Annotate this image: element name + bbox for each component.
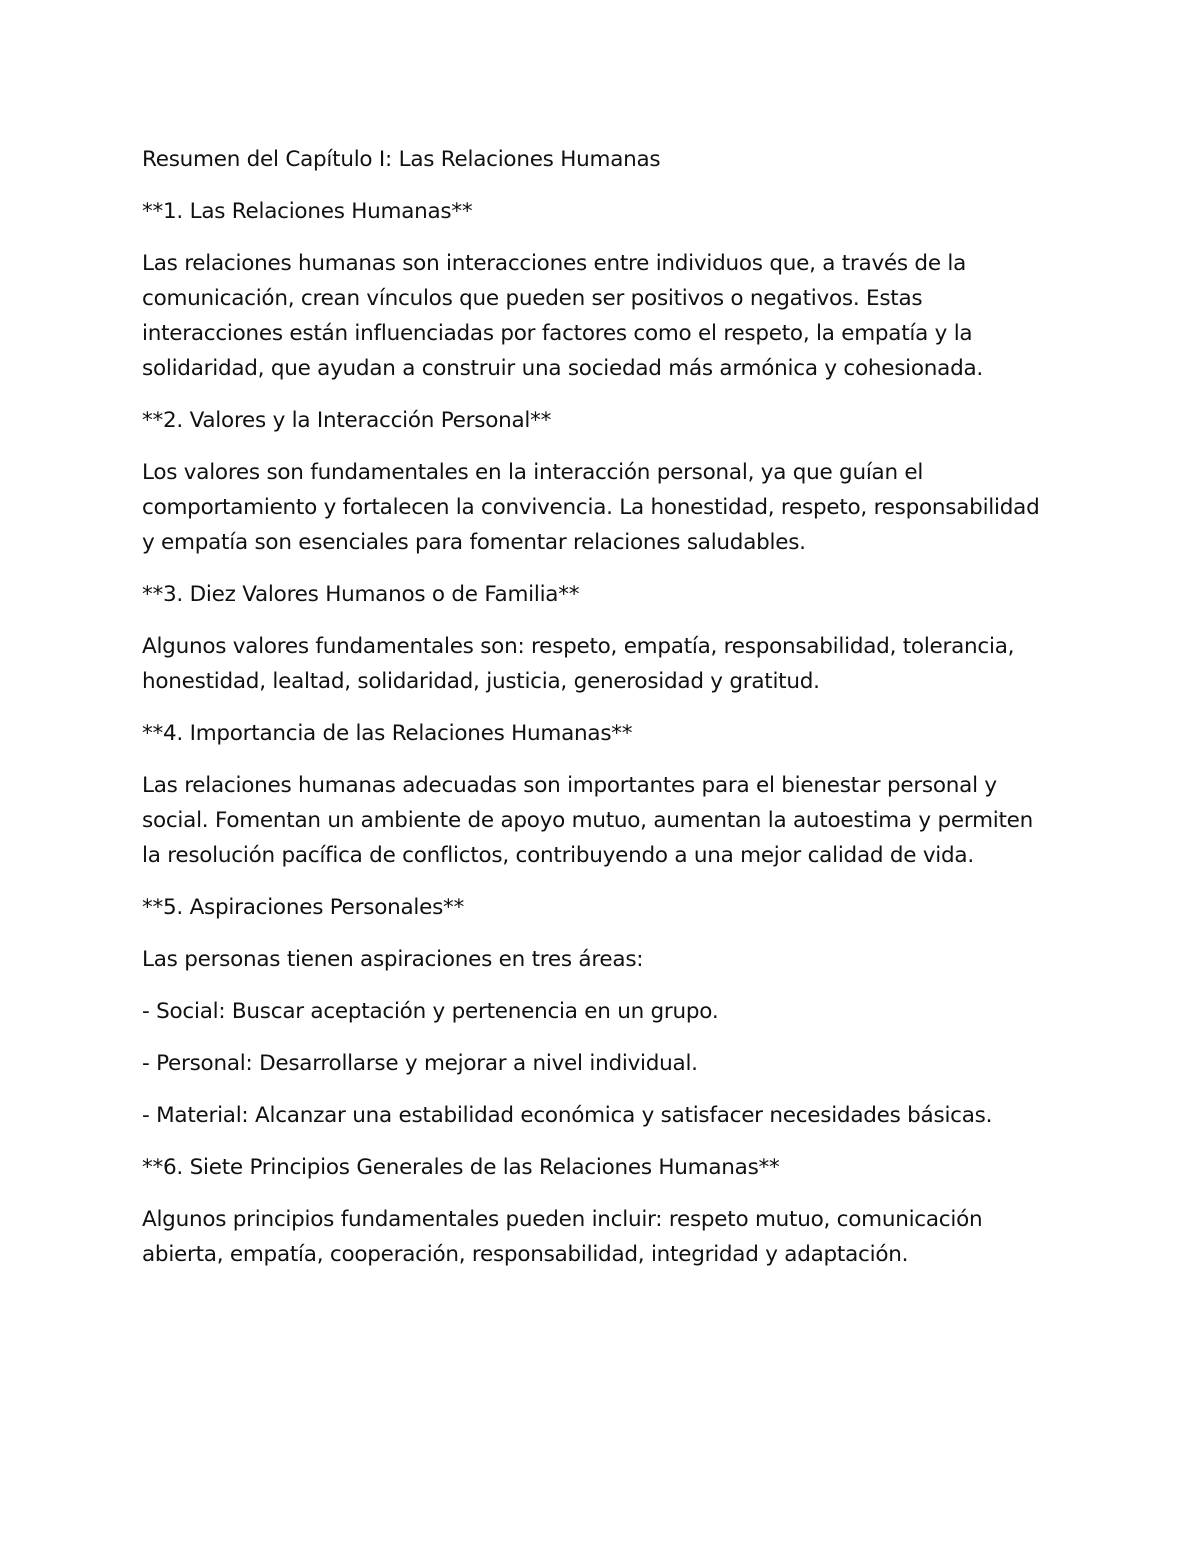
section-heading-1: **1. Las Relaciones Humanas** xyxy=(142,199,473,224)
section-4-paragraph: Las relaciones humanas adecuadas son importantes para el bienestar personal y social. Fomentan un ambiente de apoyo mutuo, aumentan la autoestima y permiten la resolución pacífica de conflictos, contribuyendo a una mejor calidad de vida. xyxy=(142,773,1034,868)
section-heading-6: **6. Siete Principios Generales de las Relaciones Humanas** xyxy=(142,1155,780,1180)
section-heading-3: **3. Diez Valores Humanos o de Familia** xyxy=(142,582,580,607)
section-5-intro: Las personas tienen aspiraciones en tres áreas: xyxy=(142,947,644,972)
section-6-paragraph: Algunos principios fundamentales pueden incluir: respeto mutuo, comunicación abierta, empatía, cooperación, responsabilidad, integridad y adaptación. xyxy=(142,1207,983,1267)
list-item-social: - Social: Buscar aceptación y pertenencia en un grupo. xyxy=(142,999,719,1024)
section-heading-5: **5. Aspiraciones Personales** xyxy=(142,895,465,920)
section-heading-2: **2. Valores y la Interacción Personal** xyxy=(142,408,552,433)
section-3-paragraph: Algunos valores fundamentales son: respeto, empatía, responsabilidad, tolerancia, honestidad, lealtad, solidaridad, justicia, generosidad y gratitud. xyxy=(142,634,1015,694)
section-heading-4: **4. Importancia de las Relaciones Humanas** xyxy=(142,721,633,746)
section-2-paragraph: Los valores son fundamentales en la interacción personal, ya que guían el comportamiento y fortalecen la convivencia. La honestidad, respeto, responsabilidad y empatía son esenciales para fomentar relaciones saludables. xyxy=(142,460,1040,555)
document-body xyxy=(142,142,1047,1289)
list-item-material: - Material: Alcanzar una estabilidad económica y satisfacer necesidades básicas. xyxy=(142,1103,993,1128)
list-item-personal: - Personal: Desarrollarse y mejorar a nivel individual. xyxy=(142,1051,698,1076)
document-title: Resumen del Capítulo I: Las Relaciones Humanas xyxy=(142,147,661,172)
section-1-paragraph: Las relaciones humanas son interacciones entre individuos que, a través de la comunicación, crean vínculos que pueden ser positivos o negativos. Estas interacciones están influenciadas por factores como el respeto, la empatía y la solidaridad, que ayudan a construir una sociedad más armónica y cohesionada. xyxy=(142,251,984,381)
